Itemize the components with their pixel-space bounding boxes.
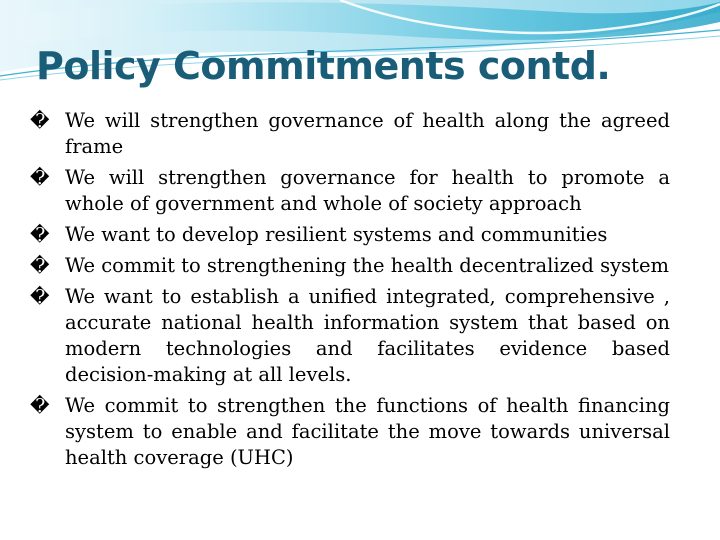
bullet-icon: � bbox=[30, 224, 50, 246]
bullet-text: We will strengthen governance for health to promote a whole of government and whole of society approach bbox=[65, 166, 670, 215]
bullet-text: We want to develop resilient systems and communities bbox=[65, 223, 608, 246]
bullet-text: We want to establish a unified integrated, comprehensive , accurate national health information system that based on modern technologies and facilitates evidence based decision-making at all levels. bbox=[65, 285, 670, 386]
list-item bbox=[30, 284, 670, 388]
bullet-icon: � bbox=[30, 255, 50, 277]
list-item bbox=[30, 108, 670, 160]
bullet-icon: � bbox=[30, 395, 50, 417]
bullet-text: We commit to strengthening the health decentralized system bbox=[65, 254, 669, 277]
list-item bbox=[30, 165, 670, 217]
bullet-icon: � bbox=[30, 286, 50, 308]
bullet-text: We will strengthen governance of health along the agreed frame bbox=[65, 109, 670, 158]
bullet-icon: � bbox=[30, 110, 50, 132]
bullet-list bbox=[30, 108, 670, 476]
bullet-icon: � bbox=[30, 167, 50, 189]
slide-title: Policy Commitments contd. bbox=[36, 44, 611, 88]
bullet-text: We commit to strengthen the functions of health financing system to enable and facilitate the move towards universal health coverage (UHC) bbox=[65, 394, 670, 469]
list-item bbox=[30, 393, 670, 471]
list-item bbox=[30, 253, 670, 279]
list-item bbox=[30, 222, 670, 248]
